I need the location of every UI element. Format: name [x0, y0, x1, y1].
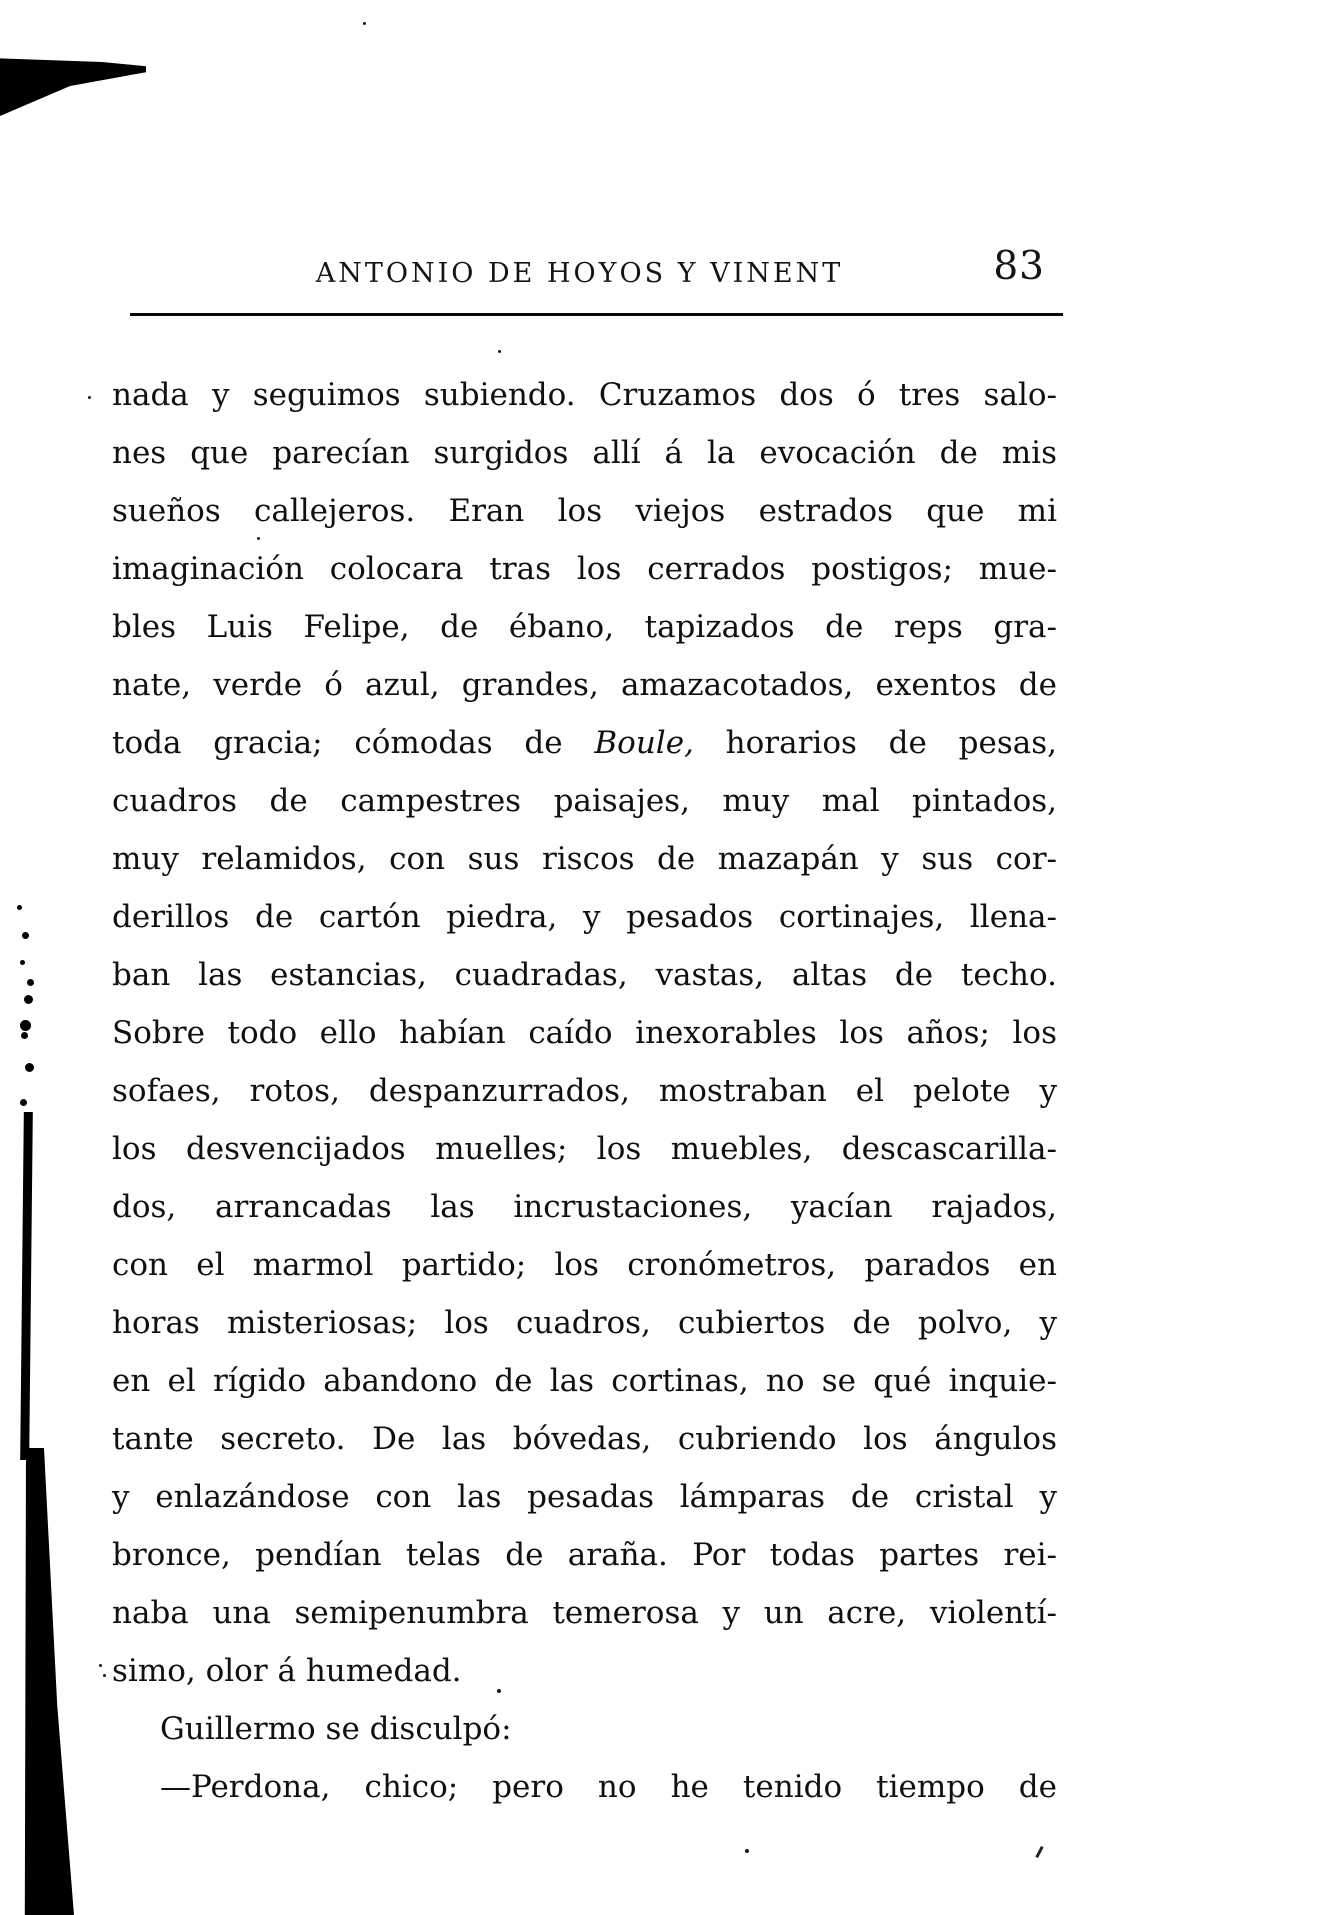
- text-line: [112, 946, 1057, 1004]
- scan-speck: [363, 22, 366, 25]
- header-rule: [130, 313, 1063, 316]
- text-line: [112, 1758, 1057, 1816]
- text-line: [112, 1236, 1057, 1294]
- text-segment: bronce, pendían telas de araña. Por todas partes rei-: [112, 1537, 1057, 1573]
- text-segment: dos, arrancadas las incrustaciones, yacían rajados,: [112, 1189, 1057, 1225]
- text-segment: nada y seguimos subiendo. Cruzamos dos ó tres salo-: [112, 377, 1057, 413]
- text-segment: derillos de cartón piedra, y pesados cortinajes, llena-: [112, 899, 1057, 935]
- text-segment: nes que parecían surgidos allí á la evocación de mis: [112, 435, 1057, 471]
- text-segment: Boule,: [594, 725, 694, 761]
- text-segment: muy relamidos, con sus riscos de mazapán y sus cor-: [112, 841, 1057, 877]
- text-line: [112, 1700, 1057, 1758]
- scan-speck: [745, 1849, 749, 1853]
- text-line: [112, 366, 1057, 424]
- text-line: [112, 1526, 1057, 1584]
- text-segment: en el rígido abandono de las cortinas, no se qué inquie-: [112, 1363, 1057, 1399]
- text-segment: simo, olor á humedad.: [112, 1653, 462, 1689]
- text-line: [112, 1410, 1057, 1468]
- page-body: [112, 366, 1057, 1816]
- scan-artifact-gutter-band: [20, 1448, 80, 1915]
- text-segment: sueños callejeros. Eran los viejos estrados que mi: [112, 493, 1057, 529]
- scan-speck: [103, 1674, 106, 1677]
- text-line: [112, 830, 1057, 888]
- running-header-title: ANTONIO DE HOYOS Y VINENT: [315, 258, 844, 289]
- text-segment: horas misteriosas; los cuadros, cubiertos de polvo, y: [112, 1305, 1057, 1341]
- text-segment: horarios de pesas,: [693, 725, 1057, 761]
- text-line: [112, 1120, 1057, 1178]
- text-line: [112, 714, 1057, 772]
- text-segment: con el marmol partido; los cronómetros, parados en: [112, 1247, 1057, 1283]
- text-segment: toda gracia; cómodas de: [112, 725, 595, 761]
- text-line: [112, 656, 1057, 714]
- scan-speck: [99, 1664, 102, 1667]
- text-segment: cuadros de campestres paisajes, muy mal pintados,: [112, 783, 1057, 819]
- text-segment: Guillermo se disculpó:: [160, 1711, 512, 1747]
- text-segment: —Perdona, chico; pero no he tenido tiempo de: [160, 1769, 1057, 1805]
- text-line: [112, 1178, 1057, 1236]
- text-line: [112, 1468, 1057, 1526]
- text-segment: y enlazándose con las pesadas lámparas de cristal y: [112, 1479, 1057, 1515]
- text-segment: bles Luis Felipe, de ébano, tapizados de reps gra-: [112, 609, 1057, 645]
- scan-speck: [88, 396, 91, 399]
- scan-artifact-corner-wedge: [0, 56, 146, 116]
- text-segment: ban las estancias, cuadradas, vastas, altas de techo.: [112, 957, 1057, 993]
- text-line: [112, 540, 1057, 598]
- text-line: [112, 888, 1057, 946]
- text-line: [112, 1352, 1057, 1410]
- scan-artifact-speck-column: [17, 905, 22, 910]
- scan-artifact-gutter-bar: [20, 1112, 33, 1460]
- text-line: [112, 1062, 1057, 1120]
- text-segment: nate, verde ó azul, grandes, amazacotados, exentos de: [112, 667, 1057, 703]
- page-number: 83: [993, 244, 1045, 289]
- text-line: [112, 482, 1057, 540]
- text-segment: Sobre todo ello habían caído inexorables los años; los: [112, 1015, 1057, 1051]
- text-line: [112, 1642, 1057, 1700]
- text-line: [112, 1004, 1057, 1062]
- text-segment: sofaes, rotos, despanzurrados, mostraban el pelote y: [112, 1073, 1057, 1109]
- scan-speck: [498, 350, 501, 353]
- text-segment: imaginación colocara tras los cerrados postigos; mue-: [112, 551, 1057, 587]
- text-line: [112, 1294, 1057, 1352]
- text-line: [112, 424, 1057, 482]
- text-segment: tante secreto. De las bóvedas, cubriendo los ángulos: [112, 1421, 1057, 1457]
- text-segment: naba una semipenumbra temerosa y un acre, violentí-: [112, 1595, 1057, 1631]
- scan-speck: [1035, 1846, 1043, 1858]
- text-segment: los desvencijados muelles; los muebles, descascarilla-: [112, 1131, 1057, 1167]
- text-line: [112, 598, 1057, 656]
- text-line: [112, 1584, 1057, 1642]
- text-line: [112, 772, 1057, 830]
